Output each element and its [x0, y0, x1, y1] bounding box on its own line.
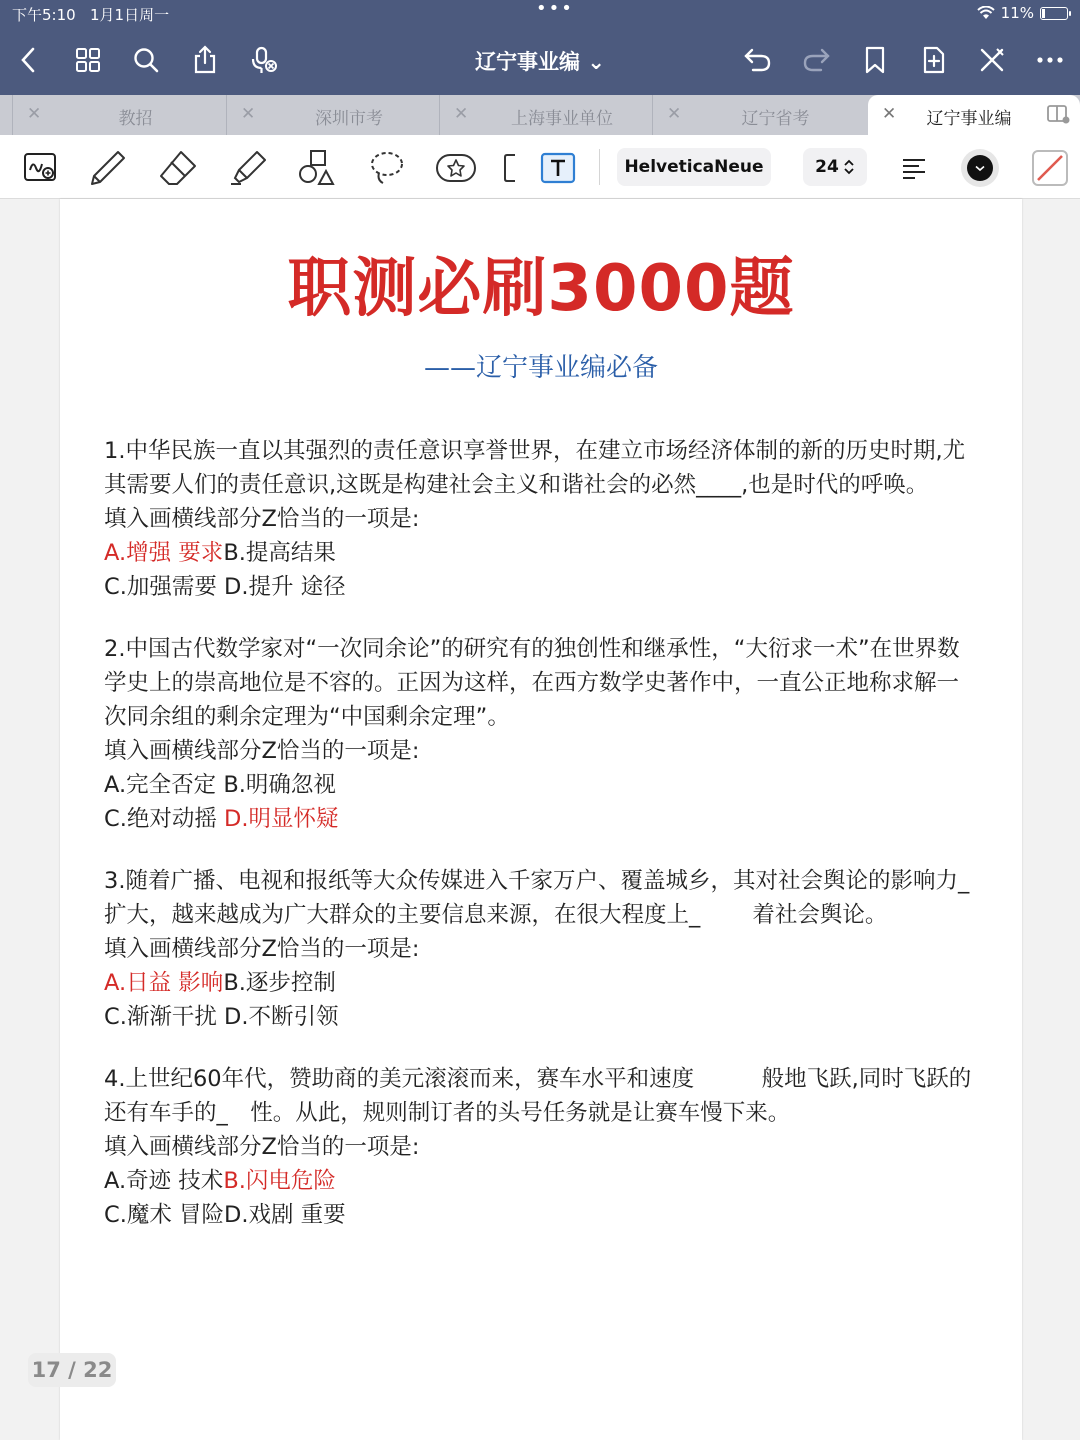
grid-view-button[interactable]: [68, 40, 108, 80]
question-list: [104, 434, 1015, 1260]
question-prompt: 填入画横线部分Z恰当的一项是:: [104, 738, 420, 764]
question-prompt: 填入画横线部分Z恰当的一项是:: [104, 936, 420, 962]
question-item: [104, 1062, 974, 1232]
highlighter-tool[interactable]: [227, 147, 269, 189]
option: C.魔术 冒险: [104, 1202, 225, 1228]
options-line: [104, 570, 974, 604]
search-button[interactable]: [126, 40, 166, 80]
shapes-tool[interactable]: [296, 147, 338, 189]
options-line: [104, 1164, 974, 1198]
pen-cross-icon: [978, 46, 1006, 74]
undo-icon: [743, 47, 773, 73]
option: A.完全否定: [104, 772, 224, 798]
close-icon[interactable]: ✕: [454, 104, 469, 124]
battery-icon: [1040, 7, 1068, 20]
image-tool[interactable]: [500, 147, 520, 189]
document-tabs: [0, 95, 1080, 135]
close-icon[interactable]: ✕: [27, 104, 42, 124]
search-icon: [132, 46, 160, 74]
bookmark-button[interactable]: [855, 40, 895, 80]
pen-icon: [88, 148, 128, 188]
grid-icon: [75, 47, 101, 73]
nav-bar: [0, 36, 1080, 82]
option: D.不断引领: [224, 1004, 339, 1030]
top-bar: [0, 0, 1080, 95]
option: C.渐渐干扰: [104, 1004, 225, 1030]
document-title-menu[interactable]: 辽宁事业编 ⌄: [475, 50, 605, 74]
tools-toggle-button[interactable]: [972, 40, 1012, 80]
align-left-icon: [901, 157, 927, 179]
tab-shenzhen[interactable]: ✕ 深圳市考: [226, 95, 439, 135]
document-subheading: ——辽宁事业编必备: [423, 353, 658, 383]
share-button[interactable]: [185, 40, 225, 80]
font-size-button[interactable]: 24: [803, 148, 867, 186]
question-prompt: 填入画横线部分Z恰当的一项是:: [104, 506, 420, 532]
status-right: [977, 4, 1068, 22]
back-button[interactable]: [8, 40, 48, 80]
text-align-button[interactable]: [893, 147, 935, 189]
question-text: 1.中华民族一直以其强烈的责任意识享誉世界，在建立市场经济体制的新的历史时期,尤其需要人们的责任意识,这既是构建社会主义和谐社会的必然____,也是时代的呼唤。: [104, 438, 966, 498]
tab-jiaozhao[interactable]: ✕ 教招: [12, 95, 226, 135]
close-icon[interactable]: ✕: [882, 104, 897, 124]
question-prompt: 填入画横线部分Z恰当的一项是:: [104, 1134, 420, 1160]
question-text: 3.随着广播、电视和报纸等大众传媒进入千家万户、覆盖城乡，其对社会舆论的影响力_ 扩大，越来越成为广大群众的主要信息来源，在很大程度上_ 着社会舆论。: [104, 868, 1015, 928]
more-button[interactable]: [1030, 40, 1070, 80]
options-line: [104, 536, 974, 570]
options-line: [104, 768, 974, 802]
font-name-button[interactable]: HelveticaNeue: [617, 148, 771, 186]
toolbar-divider: [599, 149, 600, 185]
lasso-tool[interactable]: [366, 147, 408, 189]
question-item: [104, 434, 974, 604]
more-icon: [1036, 56, 1064, 64]
text-box-icon: [538, 151, 578, 185]
redo-icon: [801, 47, 831, 73]
multitask-dots[interactable]: •••: [536, 0, 574, 19]
color-picker-icon: [959, 147, 1001, 189]
battery-percent: 11%: [1000, 4, 1034, 22]
text-tool[interactable]: [537, 147, 579, 189]
option: B.明确忽视: [223, 772, 336, 798]
pen-tool[interactable]: [87, 147, 129, 189]
eraser-tool[interactable]: [157, 147, 199, 189]
tab-shanghai[interactable]: ✕ 上海事业单位: [439, 95, 652, 135]
options-line: [104, 802, 974, 836]
options-line: [104, 966, 974, 1000]
tab-liaoning-shiyebian[interactable]: ✕ 辽宁事业编: [868, 95, 1080, 135]
option: A.奇迹 技术: [104, 1168, 224, 1194]
question-item: [104, 864, 1015, 1034]
redo-button[interactable]: [796, 40, 836, 80]
question-text: 4.上世纪60年代，赞助商的美元滚滚而来，赛车水平和速度 般地飞跃,同时飞跃的还有车手的_ 性。从此，规则制订者的头号任务就是让赛车慢下来。: [104, 1066, 972, 1126]
zoom-window-tool[interactable]: [20, 147, 62, 189]
option: B.逐步控制: [223, 970, 336, 996]
option: C.加强需要: [104, 574, 225, 600]
share-icon: [192, 45, 218, 75]
text-color-button[interactable]: [959, 147, 1001, 189]
document-heading: 职测必刷3000题: [287, 252, 795, 326]
close-icon[interactable]: ✕: [667, 104, 682, 124]
background-color-button[interactable]: [1029, 147, 1071, 189]
split-view-icon[interactable]: [1046, 103, 1070, 125]
add-page-icon: [921, 45, 947, 75]
sticker-icon: [435, 151, 477, 185]
status-time: 下午5:10 1月1日周一: [12, 6, 170, 24]
option: C.绝对动摇: [104, 806, 225, 832]
chevron-left-icon: [20, 47, 36, 73]
option: B.提高结果: [223, 540, 336, 566]
chevron-up-down-icon: [843, 159, 855, 175]
option: D.提升 途径: [224, 574, 346, 600]
add-page-button[interactable]: [914, 40, 954, 80]
shapes-icon: [297, 148, 337, 188]
option-answer: B.闪电危险: [223, 1168, 336, 1194]
question-item: [104, 632, 974, 836]
lasso-icon: [367, 148, 407, 188]
status-bar: [12, 0, 1068, 24]
close-icon[interactable]: ✕: [241, 104, 256, 124]
annotation-toolbar: [0, 135, 1080, 199]
options-line: [104, 1000, 974, 1034]
image-icon: [503, 151, 517, 185]
microphone-off-icon: [249, 45, 279, 75]
elements-tool[interactable]: [435, 147, 477, 189]
tab-liaoning-province[interactable]: ✕ 辽宁省考: [652, 95, 866, 135]
highlighter-icon: [227, 148, 269, 188]
options-line: [104, 1198, 974, 1232]
undo-button[interactable]: [738, 40, 778, 80]
page-indicator[interactable]: 17 / 22: [28, 1353, 116, 1387]
wifi-icon: [977, 6, 995, 20]
bookmark-icon: [863, 45, 887, 75]
option-answer: A.日益 影响: [104, 970, 224, 996]
zoom-window-icon: [23, 152, 59, 184]
document-page: [60, 199, 1022, 1440]
option-answer: A.增强 要求: [104, 540, 224, 566]
eraser-icon: [157, 148, 199, 188]
no-fill-icon: [1030, 148, 1070, 188]
voice-record-button[interactable]: [244, 40, 284, 80]
option-answer: D.明显怀疑: [224, 806, 339, 832]
question-text: 2.中国古代数学家对“一次同余论”的研究有的独创性和继承性，“大衍求一术”在世界数学史上的崇高地位是不容的。正因为这样，在西方数学史著作中，一直公正地称求解一次同余组的剩余定理为“中国剩余定理”。: [104, 636, 960, 730]
option: D.戏剧 重要: [224, 1202, 346, 1228]
